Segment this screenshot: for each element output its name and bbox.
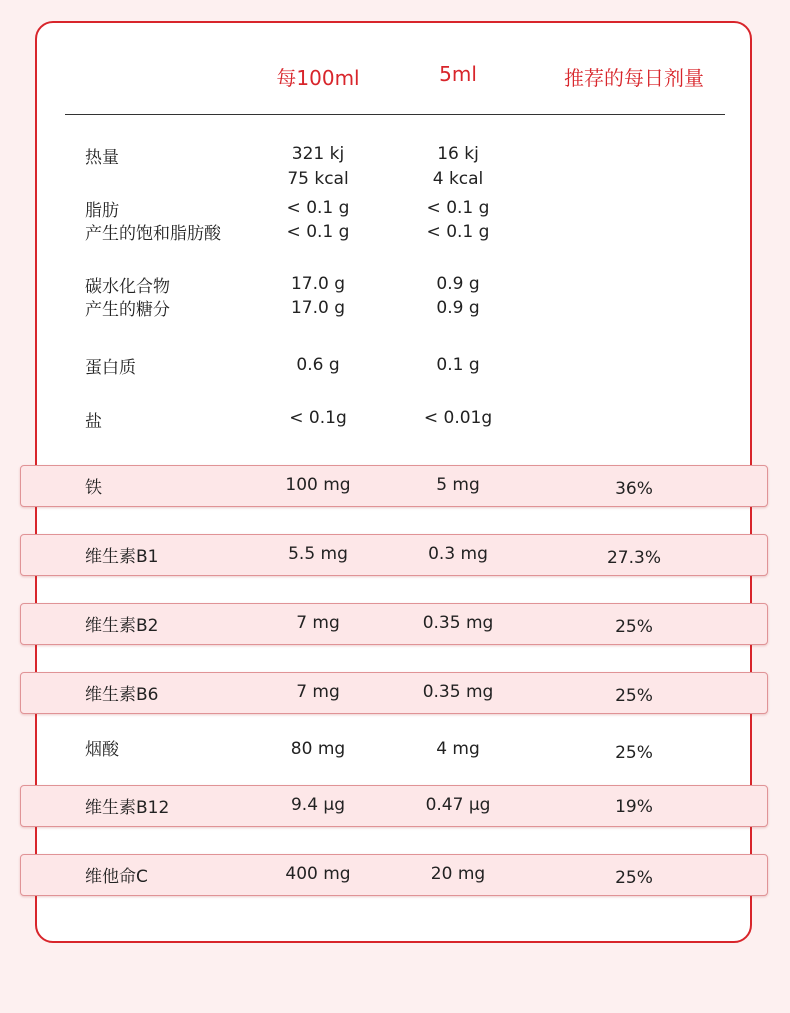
nutrient-value-per5: 0.35 mg [422, 613, 494, 633]
row-value-per5: < 0.1 g [426, 222, 490, 242]
nutrient-value-per100: 9.4 µg [290, 795, 346, 815]
nutrient-label-vitamin-b12: 维生素B12 [85, 798, 170, 818]
row-value-per100: < 0.1 g [286, 222, 350, 242]
row-value-per100: 17.0 g [290, 298, 346, 318]
nutrient-label-vitamin-b1: 维生素B1 [85, 547, 159, 567]
nutrient-value-per100: 7 mg [296, 682, 340, 702]
nutrient-label-vitamin-b2: 维生素B2 [85, 616, 159, 636]
nutrient-value-per5: 0.47 µg [425, 795, 491, 815]
row-label-fat: 脂肪 [85, 201, 119, 221]
nutrient-value-per100: 7 mg [296, 613, 340, 633]
row-value-per5: 0.9 g [436, 298, 480, 318]
nutrient-value-per5: 4 mg [436, 739, 480, 759]
row-value-per100: 75 kcal [287, 169, 349, 189]
header-daily-dose: 推荐的每日剂量 [564, 66, 704, 90]
nutrient-value-per100: 5.5 mg [288, 544, 348, 564]
nutrient-value-per5: 0.35 mg [422, 682, 494, 702]
header-per-5ml: 5ml [439, 62, 477, 86]
nutrient-value-per100: 80 mg [290, 739, 346, 759]
nutrient-daily-percent: 25% [615, 868, 653, 888]
nutrient-label-vitamin-c: 维他命C [85, 867, 148, 887]
row-label-carbohydrate: 碳水化合物 [85, 277, 170, 297]
nutrient-label-iron: 铁 [85, 478, 102, 498]
row-value-per5: < 0.01g [423, 408, 493, 428]
nutrient-daily-percent: 25% [615, 617, 653, 637]
nutrient-value-per100: 400 mg [285, 864, 351, 884]
nutrient-row-band [20, 465, 768, 507]
row-value-per100: 0.6 g [296, 355, 340, 375]
nutrient-daily-percent: 19% [615, 797, 653, 817]
row-value-per5: 0.1 g [436, 355, 480, 375]
nutrient-value-per100: 100 mg [285, 475, 351, 495]
row-label-energy: 热量 [85, 148, 119, 168]
nutrient-value-per5: 5 mg [436, 475, 480, 495]
nutrient-value-per5: 20 mg [430, 864, 486, 884]
nutrient-daily-percent: 36% [615, 479, 653, 499]
row-value-per5: 4 kcal [432, 169, 484, 189]
header-per-100ml: 每100ml [276, 66, 360, 90]
nutrient-daily-percent: 25% [615, 686, 653, 706]
row-value-per100: 321 kj [291, 144, 345, 164]
header-divider [65, 114, 725, 115]
row-value-per5: < 0.1 g [426, 198, 490, 218]
row-value-per5: 16 kj [437, 144, 479, 164]
nutrient-label-niacin: 烟酸 [85, 740, 119, 760]
row-value-per5: 0.9 g [436, 274, 480, 294]
row-value-per100: < 0.1 g [286, 198, 350, 218]
row-label-sugars: 产生的糖分 [85, 300, 170, 320]
row-value-per100: 17.0 g [290, 274, 346, 294]
nutrient-daily-percent: 27.3% [606, 548, 662, 568]
row-label-salt: 盐 [85, 412, 102, 432]
nutrient-daily-percent: 25% [615, 743, 653, 763]
row-label-saturated-fat: 产生的饱和脂肪酸 [85, 224, 221, 244]
nutrient-label-vitamin-b6: 维生素B6 [85, 685, 159, 705]
nutrient-value-per5: 0.3 mg [428, 544, 488, 564]
row-value-per100: < 0.1g [289, 408, 347, 428]
row-label-protein: 蛋白质 [85, 358, 136, 378]
